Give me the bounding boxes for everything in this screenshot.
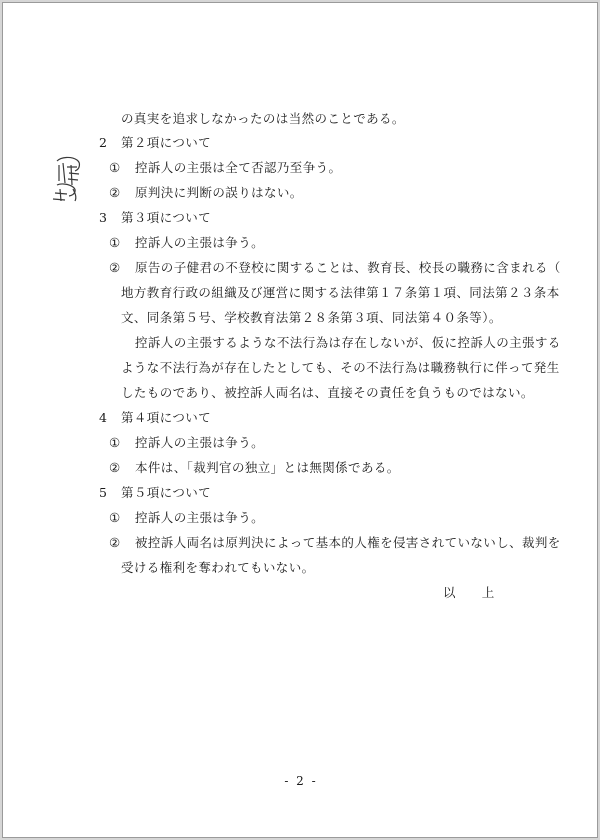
document-page xyxy=(2,2,598,838)
item-marker: ② xyxy=(109,185,121,200)
text-line: 被控訴人両名は原判決によって基本的人権を侵害されていないし、裁判を xyxy=(135,535,561,550)
text-line: 控訴人の主張は争う。 xyxy=(135,510,265,525)
text-line: 控訴人の主張するような不法行為は存在しないが、仮に控訴人の主張する xyxy=(135,335,561,350)
section-heading: 第４項について xyxy=(121,410,212,425)
section-heading: 第５項について xyxy=(121,485,212,500)
section-number: 5 xyxy=(99,485,107,500)
section-heading: 第３項について xyxy=(121,210,212,225)
text-line: 控訴人の主張は争う。 xyxy=(135,235,265,250)
text-line: の真実を追求しなかったのは当然のことである。 xyxy=(121,111,405,126)
text-line: 原告の子健君の不登校に関することは、教育長、校長の職務に含まれる（ xyxy=(135,260,561,275)
item-marker: ① xyxy=(109,160,121,175)
text-line: 本件は、「裁判官の独立」とは無関係である。 xyxy=(135,460,400,475)
closing-text: 以 上 xyxy=(443,585,495,600)
text-line: 受ける権利を奪われてもいない。 xyxy=(121,560,315,575)
text-line: 地方教育行政の組織及び運営に関する法律第１７条第１項、同法第２３条本 xyxy=(121,285,560,300)
item-marker: ① xyxy=(109,235,121,250)
item-marker: ② xyxy=(109,460,121,475)
text-line: ような不法行為が存在したとしても、その不法行為は職務執行に伴って発生 xyxy=(121,360,560,375)
section-heading: 第２項について xyxy=(121,135,212,150)
page-number: - 2 - xyxy=(284,774,318,788)
item-marker: ② xyxy=(109,535,121,550)
section-number: 3 xyxy=(99,210,107,225)
item-marker: ② xyxy=(109,260,121,275)
section-number: 2 xyxy=(99,135,107,150)
item-marker: ① xyxy=(109,435,121,450)
section-number: 4 xyxy=(99,410,107,425)
text-line: 原判決に判断の誤りはない。 xyxy=(135,185,303,200)
text-line: 文、同条第５号、学校教育法第２８条第３項、同法第４０条等）。 xyxy=(121,310,502,325)
text-line: 控訴人の主張は全て否認乃至争う。 xyxy=(135,160,342,175)
text-line: したものであり、被控訴人両名は、直接その責任を負うものではない。 xyxy=(121,385,534,400)
seal-stamp xyxy=(51,153,91,213)
text-line: 控訴人の主張は争う。 xyxy=(135,435,265,450)
item-marker: ① xyxy=(109,510,121,525)
